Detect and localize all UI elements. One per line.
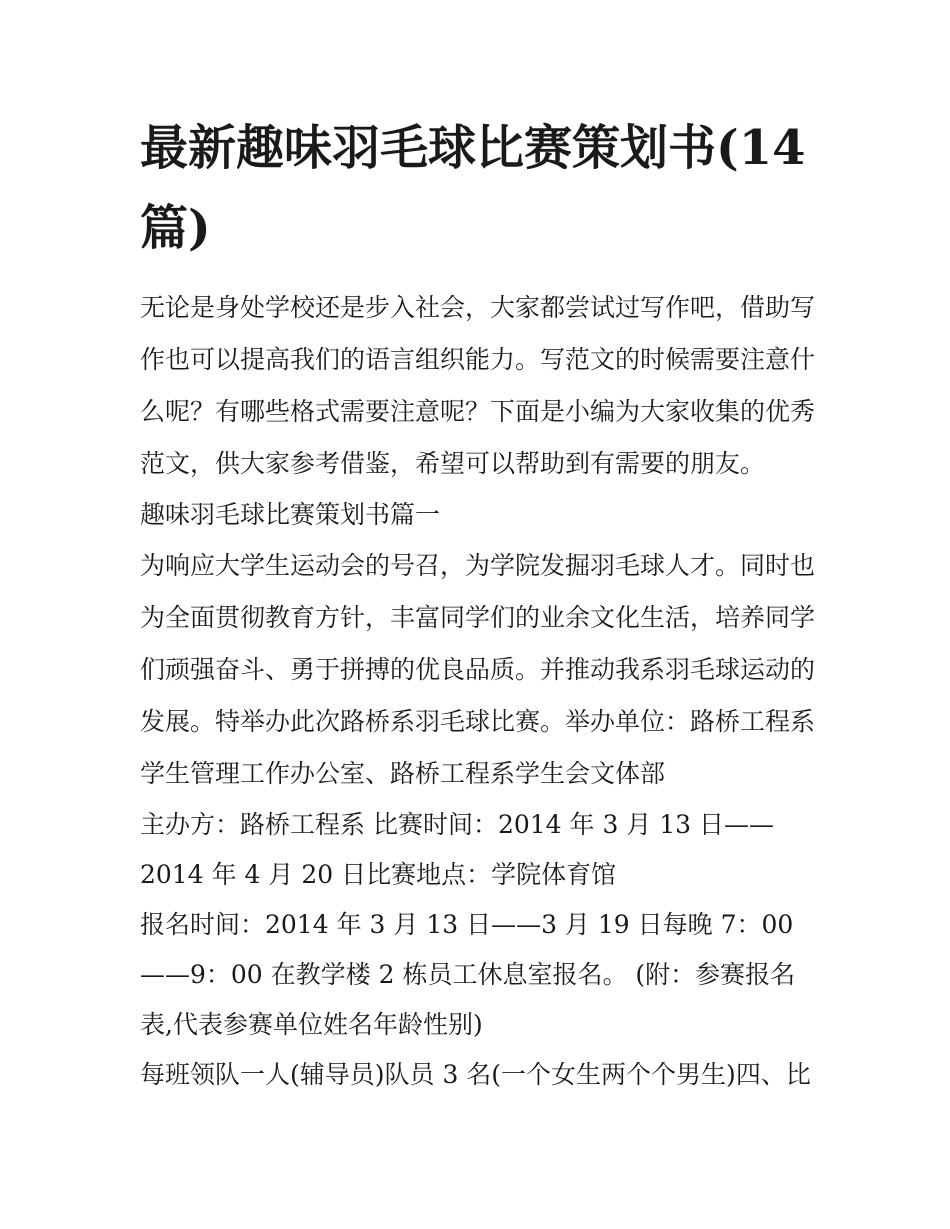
body-paragraph: 为响应大学生运动会的号召，为学院发掘羽毛球人才。同时也为全面贯彻教育方针，丰富同学们的业余文化生活，培养同学们顽强奋斗、勇于拼搏的优良品质。并推动我系羽毛球运动的发展。特举办此次路桥系羽毛球比赛。举办单位：路桥工程系学生管理工作办公室、路桥工程系学生会文体部 <box>140 551 816 788</box>
intro-paragraph: 无论是身处学校还是步入社会，大家都尝试过写作吧，借助写作也可以提高我们的语言组织能力。写范文的时候需要注意什么呢？有哪些格式需要注意呢？下面是小编为大家收集的优秀范文，供大家参考借鉴，希望可以帮助到有需要的朋友。 <box>140 293 816 478</box>
document-page <box>140 108 815 1100</box>
body-paragraph: 每班领队一人(辅导员)队员 3 名(一个女生两个个男生)四、比 <box>140 1060 811 1089</box>
body-paragraph: 主办方：路桥工程系 比赛时间：2014 年 3 月 13 日——2014 年 4 月 20 日比赛地点：学院体育馆 <box>140 810 775 889</box>
section-heading: 趣味羽毛球比赛策划书篇一 <box>140 500 441 529</box>
document-title: 最新趣味羽毛球比赛策划书(14篇) <box>140 120 806 256</box>
body-paragraph: 报名时间：2014 年 3 月 13 日——3 月 19 日每晚 7：00——9：00 在教学楼 2 栋员工休息室报名。 (附：参赛报名表,代表参赛单位姓名年龄性别) <box>140 910 796 1039</box>
